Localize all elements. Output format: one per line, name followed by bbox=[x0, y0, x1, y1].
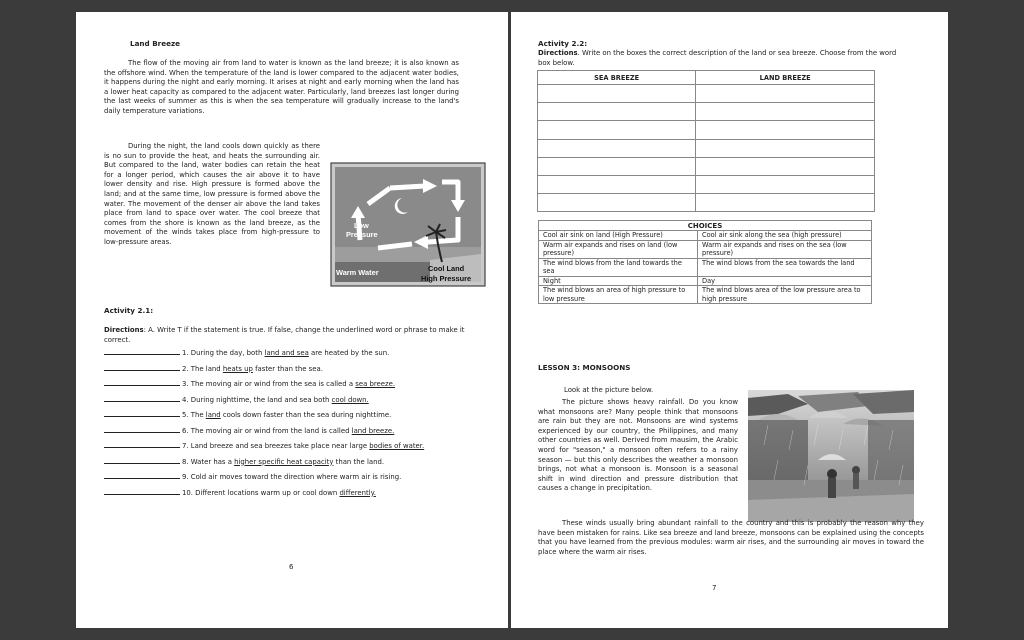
night-paragraph: During the night, the land cools down quickly as there is no sun to provide the heat, and heats the surrounding air. But compared to the land, water bodies can retain the heat for a longer period, which causes the air above it to have lower density and rise. High pressure is formed above the land; and at the same time, low pressure is formed above the water. The movement of the denser air above the land takes place from land to space over water. The cool breeze that comes from the shore is known as the land breeze, as the movement of the winds takes place from high-pressure to low-pressure areas. bbox=[104, 142, 320, 246]
true-false-list bbox=[104, 349, 494, 504]
choice-item: Cool air sink along the sea (high pressure) bbox=[698, 231, 872, 241]
question-item: 10. Different locations warm up or cool down differently. bbox=[104, 489, 494, 505]
choice-item: Warm air expands and rises on land (low pressure) bbox=[539, 240, 698, 258]
sea-breeze-cell[interactable] bbox=[538, 175, 696, 193]
answer-blank[interactable] bbox=[104, 427, 180, 433]
land-breeze-header: LAND BREEZE bbox=[696, 71, 875, 85]
left-page bbox=[76, 12, 508, 628]
answer-blank[interactable] bbox=[104, 396, 180, 402]
answer-blank[interactable] bbox=[104, 365, 180, 371]
sea-breeze-header: SEA BREEZE bbox=[538, 71, 696, 85]
question-item: 3. The moving air or wind from the sea is called a sea breeze. bbox=[104, 380, 494, 396]
right-page bbox=[511, 12, 948, 628]
question-item: 7. Land breeze and sea breezes take place near large bodies of water. bbox=[104, 442, 494, 458]
land-breeze-diagram bbox=[330, 162, 486, 287]
activity-2-2-title: Activity 2.2: bbox=[538, 39, 588, 48]
choices-table bbox=[538, 220, 872, 304]
choice-item: Night bbox=[539, 276, 698, 286]
land-breeze-cell[interactable] bbox=[696, 139, 875, 157]
page-number-right: 7 bbox=[712, 584, 717, 592]
question-item: 4. During nighttime, the land and sea both cool down. bbox=[104, 396, 494, 412]
diagram-pressure-label: Pressure bbox=[346, 230, 378, 239]
look-at-picture: Look at the picture below. bbox=[564, 386, 654, 394]
sea-breeze-cell[interactable] bbox=[538, 85, 696, 103]
choice-item: The wind blows from the land towards the sea bbox=[539, 258, 698, 276]
monsoon-paragraph: The picture shows heavy rainfall. Do you know what monsoons are? Many people think that monsoons are rain but they are not. Monsoons are wind systems experienced by our country, the Philippines, and many other countries as well. Derived from mausim, the Arabic word for "season," a monsoon often refers to a rainy season — but this only describes the weather a monsoon brings, not what a monsoon is. Monsoon is a seasonal shift in wind direction and pressure distribution that causes a change in precipitation. bbox=[538, 398, 738, 493]
question-item: 1. During the day, both land and sea are heated by the sun. bbox=[104, 349, 494, 365]
land-breeze-cell[interactable] bbox=[696, 103, 875, 121]
breeze-answer-table bbox=[537, 70, 875, 212]
land-breeze-cell[interactable] bbox=[696, 121, 875, 139]
choice-item: Cool air sink on land (High Pressure) bbox=[539, 231, 698, 241]
answer-blank[interactable] bbox=[104, 349, 180, 355]
choice-item: Day bbox=[698, 276, 872, 286]
directions-label: Directions bbox=[538, 49, 578, 57]
page-number-left: 6 bbox=[289, 563, 294, 571]
land-breeze-cell[interactable] bbox=[696, 175, 875, 193]
question-item: 2. The land heats up faster than the sea. bbox=[104, 365, 494, 381]
answer-blank[interactable] bbox=[104, 442, 180, 448]
question-item: 6. The moving air or wind from the land is called land breeze. bbox=[104, 427, 494, 443]
activity-2-1-title: Activity 2.1: bbox=[104, 306, 154, 315]
land-breeze-cell[interactable] bbox=[696, 157, 875, 175]
lesson-3-title: LESSON 3: MONSOONS bbox=[538, 363, 631, 372]
sea-breeze-cell[interactable] bbox=[538, 103, 696, 121]
question-item: 9. Cold air moves toward the direction where warm air is rising. bbox=[104, 473, 494, 489]
question-item: 5. The land cools down faster than the sea during nighttime. bbox=[104, 411, 494, 427]
choice-item: Warm air expands and rises on the sea (low pressure) bbox=[698, 240, 872, 258]
land-breeze-paragraph: The flow of the moving air from land to water is known as the land breeze; it is also known as the offshore wind. When the temperature of the land is lower compared to the adjacent water bodies, it happens during the night and early morning. It arises at night and early morning when the land has a lower heat capacity as compared to the adjacent water. Particularly, land breezes last longer during the last weeks of summer as this is when the sea temperature will gradually increase to the land's daily temperature variations. bbox=[104, 59, 459, 115]
sea-breeze-cell[interactable] bbox=[538, 157, 696, 175]
diagram-cool-land-label: Cool Land bbox=[428, 264, 465, 273]
directions-text: : A. Write T if the statement is true. If false, change the underlined word or phrase to make it correct. bbox=[104, 326, 465, 344]
choice-item: The wind blows area of the low pressure area to high pressure bbox=[698, 286, 872, 304]
sea-breeze-cell[interactable] bbox=[538, 139, 696, 157]
diagram-warm-water-label: Warm Water bbox=[336, 268, 379, 277]
sea-breeze-cell[interactable] bbox=[538, 194, 696, 212]
directions-label: Directions bbox=[104, 326, 144, 334]
land-breeze-cell[interactable] bbox=[696, 85, 875, 103]
activity-2-2-directions bbox=[538, 49, 898, 68]
answer-blank[interactable] bbox=[104, 380, 180, 386]
directions-text: . Write on the boxes the correct description of the land or sea breeze. Choose from the word box below. bbox=[538, 49, 897, 67]
choices-title: CHOICES bbox=[539, 221, 872, 231]
activity-2-1-directions bbox=[104, 326, 474, 345]
monsoon-paragraph-2: These winds usually bring abundant rainfall to the country and this is probably the reason why they have been mistaken for rains. Like sea breeze and land breeze, monsoons can be explained using the concepts that you have learned from the previous modules: warm air rises, and the surrounding air moves in toward the place where the warm air rises. bbox=[538, 519, 924, 556]
question-item: 8. Water has a higher specific heat capacity than the land. bbox=[104, 458, 494, 474]
land-breeze-title: Land Breeze bbox=[130, 39, 181, 48]
answer-blank[interactable] bbox=[104, 458, 180, 464]
choice-item: The wind blows an area of high pressure to low pressure bbox=[539, 286, 698, 304]
answer-blank[interactable] bbox=[104, 489, 180, 495]
diagram-low-label: Low bbox=[354, 221, 369, 230]
land-breeze-cell[interactable] bbox=[696, 194, 875, 212]
answer-blank[interactable] bbox=[104, 473, 180, 479]
choice-item: The wind blows from the sea towards the land bbox=[698, 258, 872, 276]
answer-blank[interactable] bbox=[104, 411, 180, 417]
sea-breeze-cell[interactable] bbox=[538, 121, 696, 139]
monsoon-rain-photo bbox=[748, 390, 914, 522]
diagram-high-pressure-label: High Pressure bbox=[421, 274, 472, 283]
